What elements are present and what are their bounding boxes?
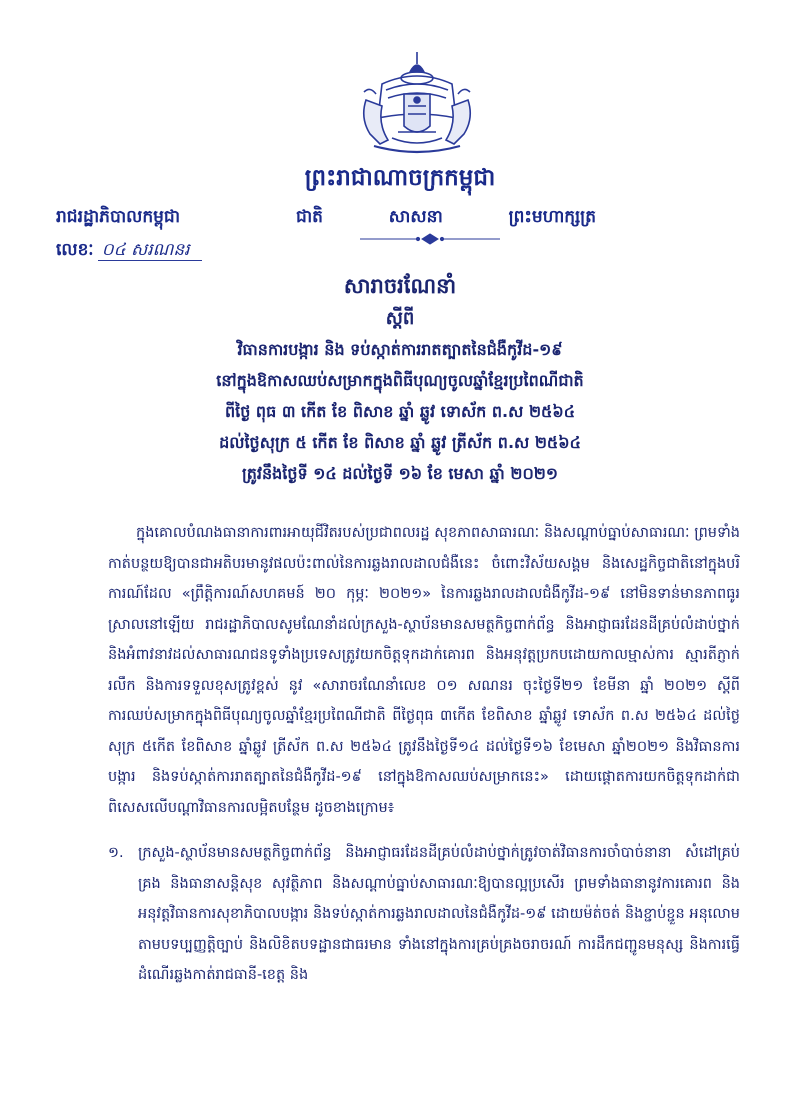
reference-value: ០៤ សរណនរ [98,240,202,261]
list-item [108,838,740,991]
title-line: ត្រូវនឹងថ្ងៃទី ១៤ ដល់ថ្ងៃទី ១៦ ខែ មេសា ឆ្នាំ ២០២១ [241,464,559,483]
reference-number [56,239,202,264]
motto-nation: ជាតិ [296,207,323,227]
document-title-block [40,268,760,489]
body-paragraph-block [108,518,740,823]
royal-coat-of-arms-emblem [352,48,482,160]
document-type: សារាចរណែនាំ [343,274,457,298]
ornament-divider [356,233,504,245]
title-line: នៅក្នុងឱកាសឈប់សម្រាកក្នុងពិធីបុណ្យចូលឆ្នាំខ្មែរប្រពៃណីជាតិ [216,371,584,390]
body-paragraph: ក្នុងគោលបំណងធានាការពារអាយុជីវិតរបស់ប្រជាពលរដ្ឋ សុខភាពសាធារណៈ និងសណ្តាប់ធ្នាប់សាធារណៈ ព្រមទាំងកាត់បន្ថយឱ្យបានជាអតិបរមានូវផលប៉ះពាល់នៃការឆ្លងរាលដាលជំងឺនេះ ចំពោះវិស័យសង្គម និងសេដ្ឋកិច្ចជាតិនៅក្នុងបរិការណ៍ដែល «ព្រឹត្តិការណ៍សហគមន៍ ២០ កុម្ភៈ ២០២១» នៃការឆ្លងរាលដាលជំងឺកូវីដ-១៩ នៅមិនទាន់មានភាពធូរស្រាលនៅឡើយ រាជរដ្ឋាភិបាលសូមណែនាំដល់ក្រសួង-ស្ថាប័នមានសមត្ថកិច្ចពាក់ព័ន្ធ និងអាជ្ញាធរដែនដីគ្រប់លំដាប់ថ្នាក់ និងអំពាវនាវដល់សាធារណជនទូទាំងប្រទេសត្រូវយកចិត្តទុកដាក់គោរព និងអនុវត្តប្រកបដោយកាលម្មាស់ការ ស្មារតីភ្ញាក់រលឹក និងការទទួលខុសត្រូវខ្ពស់ នូវ «សារាចរណែនាំលេខ ០១ សណនរ ចុះថ្ងៃទី២១ ខែមីនា ឆ្នាំ ២០២១ ស្តីពីការឈប់សម្រាកក្នុងពិធីបុណ្យចូលឆ្នាំខ្មែរប្រពៃណីជាតិ ពីថ្ងៃពុធ ៣កើត ខែពិសាខ ឆ្នាំឆ្លូវ ទោស័ក ព.ស ២៥៦៤ ដល់ថ្ងៃសុក្រ ៥កើត ខែពិសាខ ឆ្នាំឆ្លូវ ត្រីស័ក ព.ស ២៥៦៤ ត្រូវនឹងថ្ងៃទី១៤ ដល់ថ្ងៃទី១៦ ខែមេសា ឆ្នាំ២០២១ និងវិធានការបង្ការ និងទប់ស្កាត់ការរាតត្បាតនៃជំងឺកូវីដ-១៩ នៅក្នុងឱកាសឈប់សម្រាកនេះ» ដោយផ្តោតការយកចិត្តទុកដាក់ជាពិសេសលើបណ្តាវិធានការលម្អិតបន្ថែម ដូចខាងក្រោម៖ [108,525,740,816]
motto-king: ព្រះមហាក្សត្រ [508,207,596,227]
title-line: ពីថ្ងៃ ពុធ ៣ កើត ខែ ពិសាខ ឆ្នាំ ឆ្លូវ ទោស័ក ព.ស ២៥៦៤ [224,402,576,421]
subject-label: ស្តីពី [385,308,415,329]
motto-religion: សាសនា [388,207,443,227]
kingdom-heading: ព្រះរាជាណាចក្រកម្ពុជា [304,165,496,191]
title-line: ដល់ថ្ងៃសុក្រ ៥ កើត ខែ ពិសាខ ឆ្នាំ ឆ្លូវ ត្រីស័ក ព.ស ២៥៦៤ [219,433,581,452]
national-motto [296,206,596,231]
list-item-text: ក្រសួង-ស្ថាប័នមានសមត្ថកិច្ចពាក់ព័ន្ធ និងអាជ្ញាធរដែនដីគ្រប់លំដាប់ថ្នាក់ត្រូវចាត់វិធានការចាំបាច់នានា សំដៅគ្រប់គ្រង និងធានាសន្តិសុខ សុវត្ថិភាព និងសណ្តាប់ធ្នាប់សាធារណៈឱ្យបានល្អប្រសើរ ព្រមទាំងធានានូវការគោរព និងអនុវត្តវិធានការសុខាភិបាលបង្ការ និងទប់ស្កាត់ការឆ្លងរាលដាលនៃជំងឺកូវីដ-១៩ ដោយម៉ត់ចត់ និងខ្ជាប់ខ្ជួន អនុលោមតាមបទប្បញ្ញត្តិច្បាប់ និងលិខិតបទដ្ឋានជាធរមាន ទាំងនៅក្នុងការគ្រប់គ្រងចរាចរណ៍ ការដឹកជញ្ជូនមនុស្ស និងការធ្វើដំណើរឆ្លងកាត់រាជធានី-ខេត្ត និង [138,845,740,983]
list-item-number: ១. [108,845,124,861]
government-name: រាជរដ្ឋាភិបាលកម្ពុជា [56,207,181,227]
title-line: វិធានការបង្ការ និង ទប់ស្កាត់ការរាតត្បាតនៃជំងឺកូវីដ-១៩ [237,340,563,359]
reference-label: លេខៈ [56,240,94,260]
